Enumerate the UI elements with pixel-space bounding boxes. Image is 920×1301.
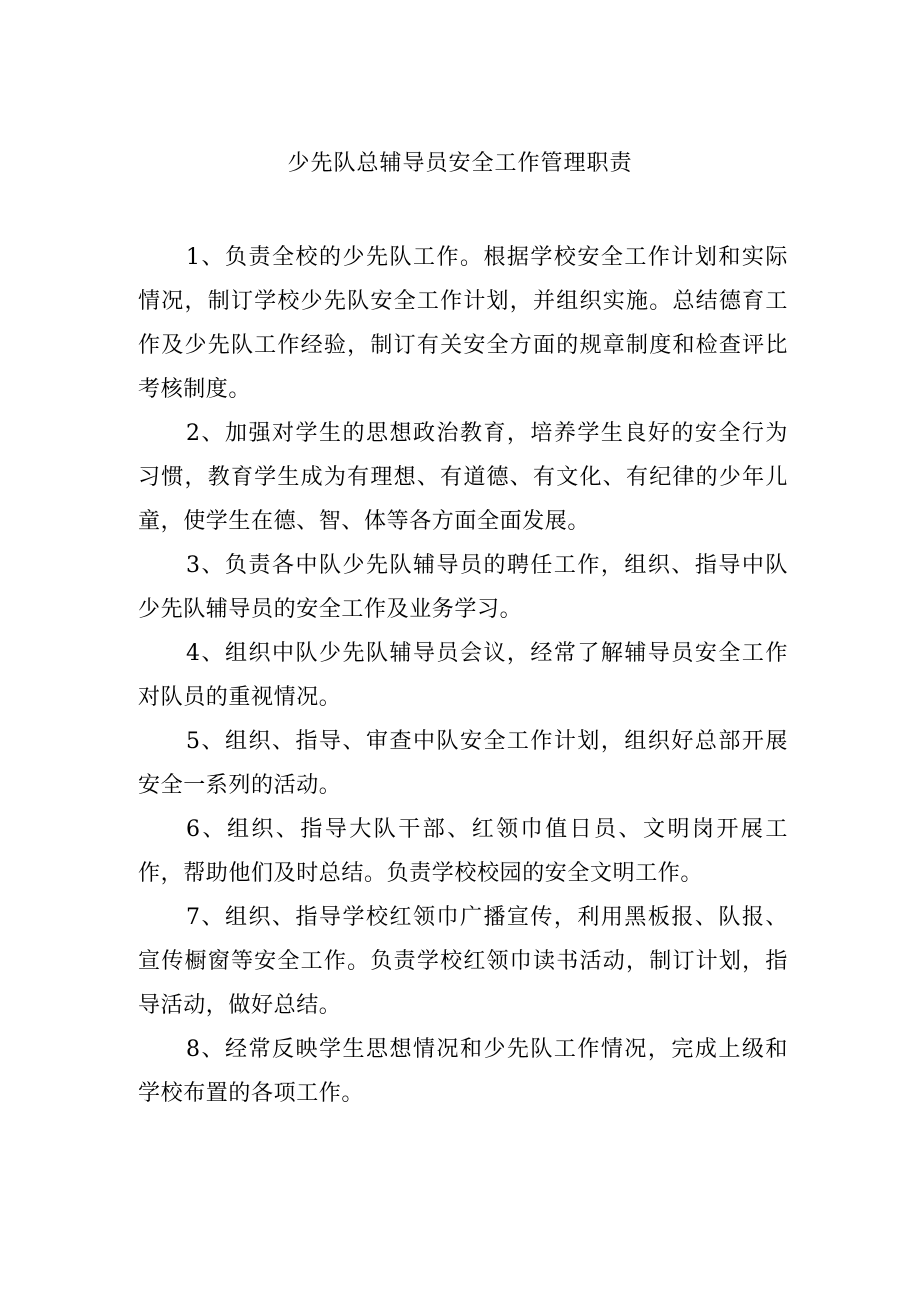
paragraph-2: 2、加强对学生的思想政治教育，培养学生良好的安全行为习惯，教育学生成为有理想、有道德、有文化、有纪律的少年儿童，使学生在德、智、体等各方面全面发展。 [138, 421, 788, 534]
document-title: 少先队总辅导员安全工作管理职责 [287, 151, 633, 176]
paragraph-5: 5、组织、指导、审查中队安全工作计划，组织好总部开展安全一系列的活动。 [138, 729, 788, 798]
paragraph-6: 6、组织、指导大队干部、红领巾值日员、文明岗开展工作，帮助他们及时总结。负责学校校园的安全文明工作。 [138, 817, 788, 886]
paragraph-1: 1、负责全校的少先队工作。根据学校安全工作计划和实际情况，制订学校少先队安全工作计划，并组织实施。总结德育工作及少先队工作经验，制订有关安全方面的规章制度和检查评比考核制度。 [138, 245, 788, 402]
paragraph-4: 4、组织中队少先队辅导员会议，经常了解辅导员安全工作对队员的重视情况。 [138, 641, 788, 710]
document-body [138, 236, 788, 1116]
paragraph-7: 7、组织、指导学校红领巾广播宣传，利用黑板报、队报、宣传橱窗等安全工作。负责学校红领巾读书活动，制订计划，指导活动，做好总结。 [138, 905, 788, 1018]
paragraph-8: 8、经常反映学生思想情况和少先队工作情况，完成上级和学校布置的各项工作。 [138, 1037, 788, 1106]
paragraph-3: 3、负责各中队少先队辅导员的聘任工作，组织、指导中队少先队辅导员的安全工作及业务学习。 [138, 553, 788, 622]
